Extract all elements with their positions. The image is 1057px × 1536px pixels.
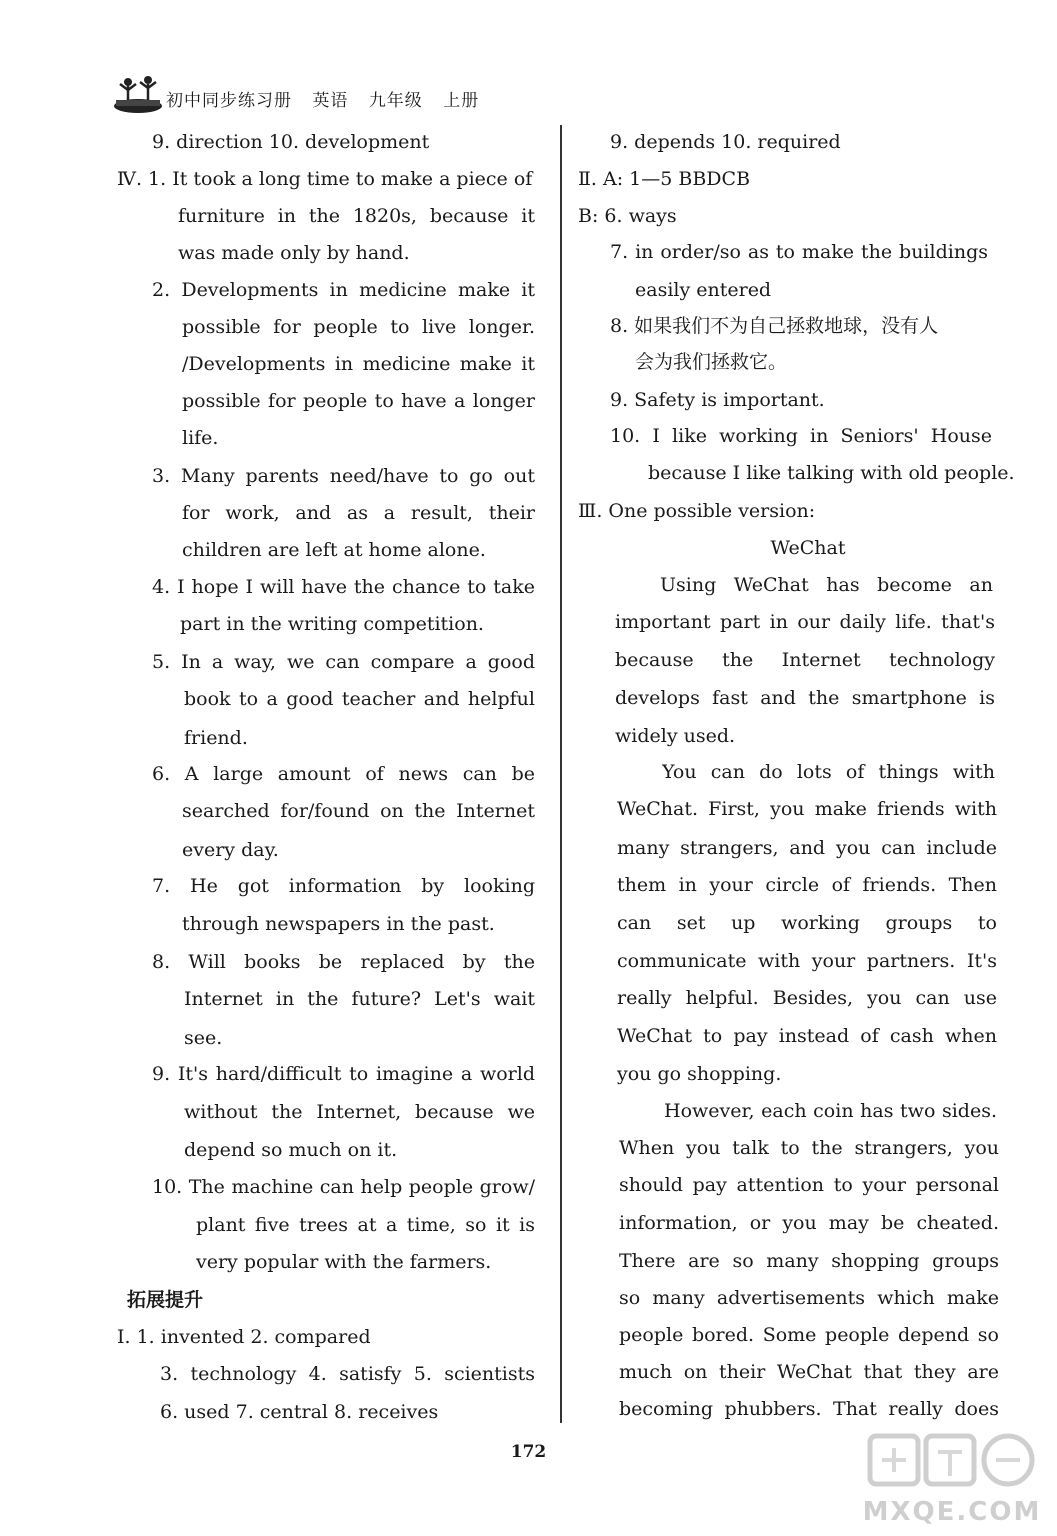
answer-line: 10. I like working in Seniors' House: [610, 425, 992, 447]
subject: 英语: [312, 91, 349, 111]
answer-line: 9. depends 10. required: [610, 131, 841, 153]
book-logo-icon: [112, 70, 164, 114]
answer-line: 10. The machine can help people grow/: [152, 1176, 535, 1198]
answer-line: 6. A large amount of news can be: [152, 763, 535, 785]
answer-line: possible for people to live longer.: [182, 316, 535, 338]
essay-line: Using WeChat has become an: [660, 574, 993, 596]
book-title: 初中同步练习册: [166, 91, 292, 111]
answer-line: 4. I hope I will have the chance to take: [152, 576, 535, 598]
grade: 九年级: [368, 91, 423, 111]
essay-line: widely used.: [615, 725, 736, 747]
answer-line: searched for/found on the Internet: [182, 800, 535, 822]
essay-line: When you talk to the strangers, you: [619, 1137, 999, 1159]
answer-line: 7. in order/so as to make the buildings: [610, 241, 988, 263]
answer-line: /Developments in medicine make it: [182, 353, 535, 375]
answer-line: furniture in the 1820s, because it: [178, 205, 535, 227]
essay-line: really helpful. Besides, you can use: [617, 987, 997, 1009]
section-heading: Ⅰ. 1. invented 2. compared: [117, 1326, 371, 1348]
essay-line: You can do lots of things with: [662, 761, 995, 783]
section-heading: Ⅲ. One possible version:: [578, 500, 816, 522]
essay-line: becoming phubbers. That really does: [619, 1398, 999, 1420]
essay-line: However, each coin has two sides.: [664, 1100, 997, 1122]
essay-line: them in your circle of friends. Then: [617, 874, 997, 896]
section-heading: Ⅱ. A: 1—5 BBDCB: [578, 168, 751, 190]
essay-line: people bored. Some people depend so: [619, 1324, 999, 1346]
section-title: 拓展提升: [127, 1289, 204, 1311]
answer-line: because I like talking with old people.: [648, 462, 1015, 484]
answer-line: 3. technology 4. satisfy 5. scientists: [160, 1363, 535, 1385]
answer-line: children are left at home alone.: [182, 539, 486, 561]
essay-line: many strangers, and you can include: [617, 837, 997, 859]
answer-line: 9. It's hard/difficult to imagine a world: [152, 1063, 535, 1085]
watermark-logo-icon: [862, 1432, 1042, 1530]
answer-line: through newspapers in the past.: [182, 913, 495, 935]
essay-line: can set up working groups to: [617, 912, 997, 934]
essay-title: WeChat: [770, 537, 846, 559]
answer-line: 会为我们拯救它。: [635, 351, 788, 373]
page-header: [112, 70, 612, 118]
answer-line: 9. Safety is important.: [610, 389, 825, 411]
essay-line: There are so many shopping groups: [619, 1250, 999, 1272]
essay-line: develops fast and the smartphone is: [615, 687, 995, 709]
essay-line: so many advertisements which make: [619, 1287, 999, 1309]
answer-line: depend so much on it.: [184, 1139, 398, 1161]
section-heading: Ⅳ. 1. It took a long time to make a piece of: [117, 168, 533, 190]
watermark-text: MXQE.COM: [862, 1497, 1042, 1527]
answer-line: 9. direction 10. development: [152, 131, 430, 153]
page-number: 172: [510, 1442, 547, 1462]
answer-line: 8. 如果我们不为自己拯救地球，没有人: [610, 315, 939, 337]
answer-line: was made only by hand.: [178, 242, 410, 264]
essay-line: WeChat to pay instead of cash when: [617, 1025, 997, 1047]
answer-line: 3. Many parents need/have to go out: [152, 465, 535, 487]
answer-line: plant five trees at a time, so it is: [196, 1214, 535, 1236]
volume: 上册: [443, 91, 480, 111]
answer-line: 8. Will books be replaced by the: [152, 951, 535, 973]
essay-line: because the Internet technology: [615, 649, 995, 671]
answer-line: 2. Developments in medicine make it: [152, 279, 535, 301]
answer-line: easily entered: [635, 279, 772, 301]
answer-line: 7. He got information by looking: [152, 875, 535, 897]
answer-line: without the Internet, because we: [184, 1101, 535, 1123]
answer-line: life.: [182, 427, 219, 449]
answer-line: part in the writing competition.: [180, 613, 484, 635]
answer-line: 6. used 7. central 8. receives: [160, 1401, 439, 1423]
column-divider: [560, 125, 562, 1423]
essay-line: communicate with your partners. It's: [617, 950, 997, 972]
answer-line: for work, and as a result, their: [182, 502, 535, 524]
answer-line: B: 6. ways: [578, 205, 677, 227]
answer-line: friend.: [184, 727, 248, 749]
essay-line: WeChat. First, you make friends with: [617, 798, 997, 820]
essay-line: much on their WeChat that they are: [619, 1361, 999, 1383]
answer-line: every day.: [182, 839, 279, 861]
header-title: [166, 86, 493, 111]
answer-line: possible for people to have a longer: [182, 390, 535, 412]
answer-line: very popular with the farmers.: [196, 1251, 492, 1273]
essay-line: important part in our daily life. that's: [615, 611, 995, 633]
answer-line: book to a good teacher and helpful: [184, 688, 535, 710]
essay-line: you go shopping.: [617, 1063, 782, 1085]
essay-line: should pay attention to your personal: [619, 1174, 999, 1196]
essay-line: information, or you may be cheated.: [619, 1212, 999, 1234]
answer-line: 5. In a way, we can compare a good: [152, 651, 535, 673]
answer-line: see.: [184, 1027, 223, 1049]
answer-line: Internet in the future? Let's wait: [184, 988, 535, 1010]
